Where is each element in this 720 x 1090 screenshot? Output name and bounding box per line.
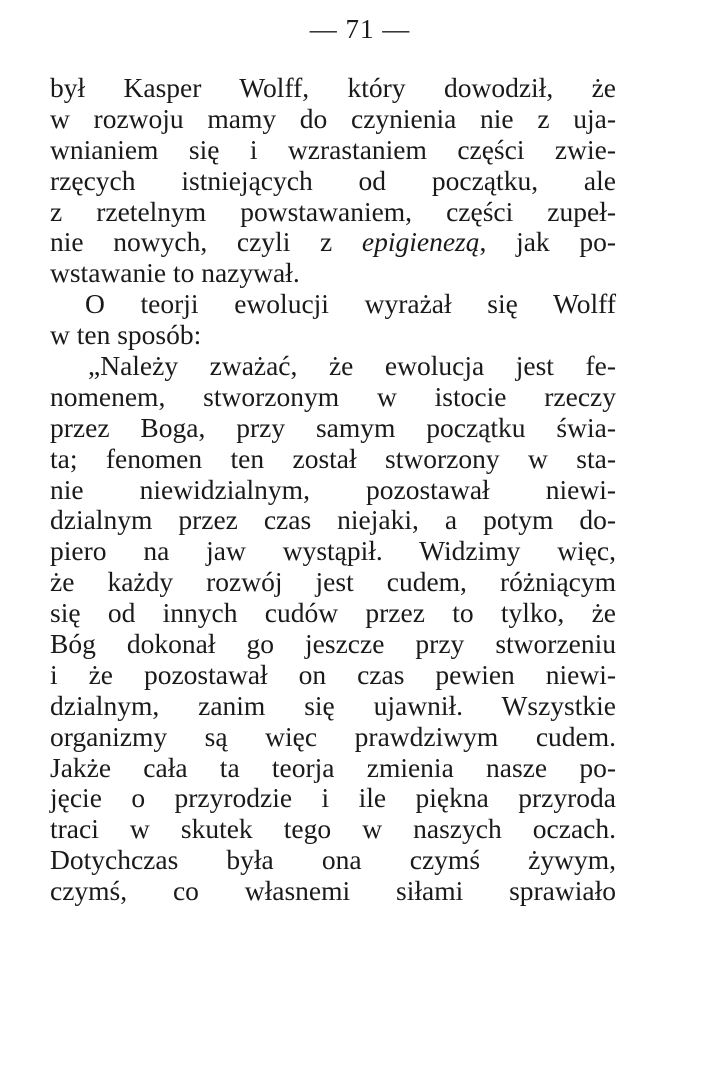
italic-term: epigienezą [361,226,480,258]
text-line: że każdy rozwój jest cudem, różniącym [50,566,616,598]
text-line: czymś, co własnemi siłami sprawiało [50,875,616,907]
text-line: rzęcych istniejących od początku, ale [50,164,616,196]
paragraph-first-line: O teorji ewolucji wyrażał się Wolff [85,288,616,320]
text-line: ta; fenomen ten został stworzony w sta- [50,442,616,474]
body-text [50,73,616,907]
text-line: piero na jaw wystąpił. Widzimy więc, [50,535,616,567]
text-line: w rozwoju mamy do czynienia nie z uja- [50,102,616,134]
text-line: jęcie o przyrodzie i ile piękna przyroda [50,782,616,814]
text-line: organizmy są więc prawdziwym cudem. [50,720,616,752]
text-segment: nie nowych, czyli z [50,226,362,258]
text-line: Jakże cała ta teorja zmienia nasze po- [50,751,616,783]
quote-first-line: „Należy zważać, że ewolucja jest fe- [88,350,616,382]
text-line: wnianiem się i wzrastaniem części zwie- [50,133,616,165]
text-line: z rzetelnym powstawaniem, części zupeł- [50,195,616,227]
text-line: był Kasper Wolff, który dowodził, że [50,72,616,103]
text-line: nie niewidzialnym, pozostawał niewi- [50,473,616,505]
text-line: i że pozostawał on czas pewien niewi- [50,658,616,690]
text-line: Bóg dokonał go jeszcze przy stworzeniu [50,628,616,660]
text-line: dzialnym, zanim się ujawnił. Wszystkie [50,689,616,721]
text-segment: , jak po- [479,226,616,258]
text-line: przez Boga, przy samym początku świa- [50,411,616,443]
text-line: się od innych cudów przez to tylko, że [50,597,616,629]
text-line: wstawanie to nazywał. [50,257,300,289]
page-number: — 71 — [309,14,411,44]
text-line: nomenem, stworzonym w istocie rzeczy [50,380,616,412]
text-line: traci w skutek tego w naszych oczach. [50,813,616,845]
text-line: dzialnym przez czas niejaki, a potym do- [50,504,616,536]
text-line: Dotychczas była ona czymś żywym, [50,844,616,876]
text-line: w ten sposób: [50,319,202,351]
text-line [50,227,616,258]
